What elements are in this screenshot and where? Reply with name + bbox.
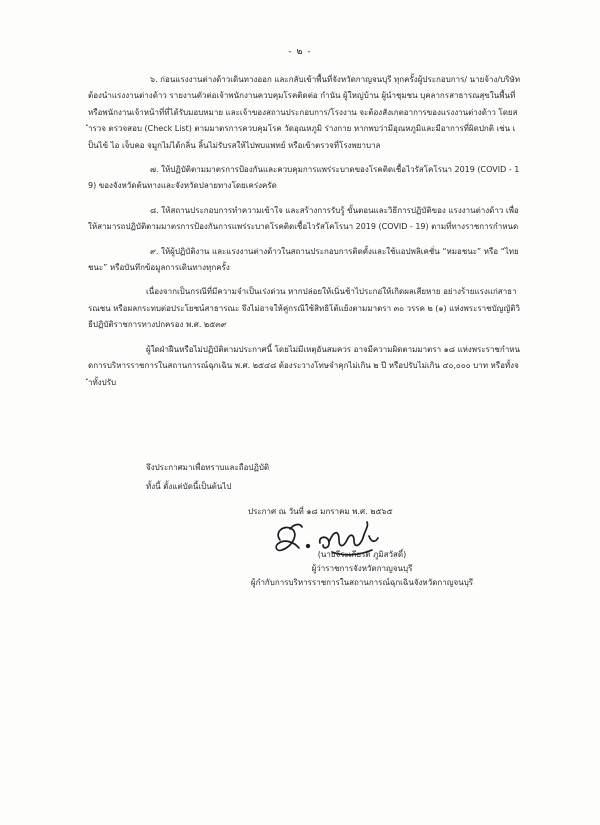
closing-line-2: ทั้งนี้ ตั้งแต่บัดนี้เป็นต้นไป bbox=[146, 482, 232, 491]
signer-block bbox=[232, 548, 492, 590]
signer-emergency-role: ผู้กำกับการบริหารราชการในสถานการณ์ฉุกเฉินจังหวัดกาญจนบุรี bbox=[250, 578, 474, 587]
announcement-body bbox=[88, 72, 520, 393]
clause-6: ๖. ก่อนแรงงานต่างด้าวเดินทางออก และกลับเข้าพื้นที่จังหวัดกาญจนบุรี ทุกครั้งผู้ประกอบการ/ นายจ้าง/บริษัท ต้องนำแรงงานต่างด้าว รายงานตัวต่อเจ้าพนักงานควบคุมโรคติดต่อ กำนัน ผู้ใหญ่บ้าน ผู้นำชุมชน บุคลากรสาธารณสุขในพื้นที่ หรือพนักงานเจ้าหน้าที่ที่ได้รับมอบหมาย และเจ้าของสถานประกอบการ/โรงงาน จะต้องสังเกตอาการของแรงงานต่างด้าว โดยสำรวจ ตรวจสอบ (Check List) ตามมาตรการควบคุมโรค วัดอุณหภูมิ ร่างกาย หากพบว่ามีอุณหภูมิและมีอาการที่ผิดปกติ เช่น เป็นไข้ ไอ เจ็บคอ จมูกไม่ได้กลิ่น ลิ้นไม่รับรสให้ไปพบแพทย์ หรือเข้าตรวจที่โรงพยาบาล bbox=[88, 75, 520, 150]
urgency-paragraph: เนื่องจากเป็นกรณีที่มีความจำเป็นเร่งด่วน หากปล่อยให้เนิ่นช้าไประกอ่ให้เกิดผลเสียหาย อย่างร้ายแรงแก่สาธารณชน หรือผลกระทบต่อประโยชน์สาธารณะ จึงไม่อาจให้คู่กรณีใช้สิทธิโต้แย้งตามมาตรา ๓๐ วรรค ๒ (๑) แห่งพระราชบัญญัติวิธีปฏิบัติราชการทางปกครอง พ.ศ. ๒๕๓๙ bbox=[88, 287, 520, 330]
signer-position: ผู้ว่าราชการจังหวัดกาญจนบุรี bbox=[311, 564, 413, 573]
signer-name: (นายจีระเกียรติ ภูมิสวัสดิ์) bbox=[317, 550, 407, 559]
penalty-paragraph: ผู้ใดฝ่าฝืนหรือไม่ปฏิบัติตามประกาศนี้ โดยไม่มีเหตุอันสมควร อาจมีความผิดตามมาตรา ๑๘ แห่งพระราชกำหนดการบริหารราชการในสถานการณ์ฉุกเฉิน พ.ศ. ๒๕๔๘ ต้องระวางโทษจำคุกไม่เกิน ๒ ปี หรือปรับไม่เกิน ๔๐,๐๐๐ บาท หรือทั้งจำทั้งปรับ bbox=[88, 344, 520, 387]
clause-8: ๘. ให้สถานประกอบการทำความเข้าใจ และสร้างการรับรู้ ขั้นตอนและวิธีการปฏิบัติของ แรงงานต่างด้าว เพื่อให้สามารถปฏิบัติตามมาตรการป้องกันการแพร่ระบาดโรคติดเชื้อไวรัสโคโรนา 2019 (COVID - 19) ตามที่ทางราชการกำหนด bbox=[88, 205, 519, 232]
clause-9: ๙. ให้ผู้ปฏิบัติงาน และแรงงานต่างด้าวในสถานประกอบการติดตั้งและใช้แอปพลิเคชั่น “หมอชนะ” หรือ “ไทยชนะ” หรือบันทึกข้อมูลการเดินทางทุกครั้ง bbox=[88, 246, 519, 273]
closing-line-1: จึงประกาศมาเพื่อทราบและถือปฏิบัติ bbox=[146, 463, 270, 472]
closing-statement bbox=[146, 458, 269, 496]
page-number: - ๒ - bbox=[288, 47, 312, 57]
announcement-date: ประกาศ ณ วันที่ ๑๘ มกราคม พ.ศ. ๒๕๖๕ bbox=[248, 507, 393, 516]
clause-7: ๗. ให้ปฏิบัติตามมาตรการป้องกันและควบคุมการแพร่ระบาดของโรคติดเชื้อไวรัสโคโรนา 2019 (COVID - 19) ของจังหวัดต้นทางและจังหวัดปลายทางโดยเคร่งครัด bbox=[88, 165, 520, 191]
